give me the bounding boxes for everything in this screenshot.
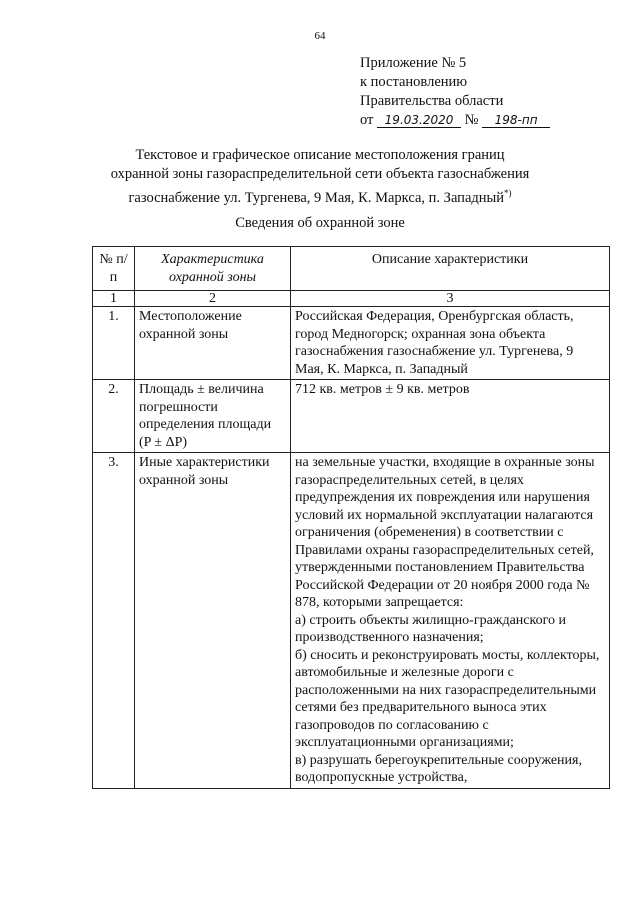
header-characteristic: Характеристика охранной зоны: [135, 247, 291, 291]
title-line: Текстовое и графическое описание местоположения границ: [135, 147, 505, 163]
row-description: Российская Федерация, Оренбургская область, город Медногорск; охранная зона объекта газоснабжения газоснабжение ул. Тургенева, 9 Мая, К. Маркса, п. Западный: [291, 307, 610, 380]
table-row: [93, 380, 610, 453]
table-header-row: [93, 247, 610, 291]
header-description: Описание характеристики: [291, 247, 610, 291]
row-description: [291, 453, 610, 789]
header-number: № п/п: [93, 247, 135, 291]
protection-zone-table: [92, 246, 610, 789]
number-label: №: [464, 112, 479, 128]
row-number: 1.: [93, 307, 135, 380]
handwritten-number: 198-пп: [482, 113, 550, 128]
title-line-text: газоснабжение ул. Тургенева, 9 Мая, К. Маркса, п. Западный: [128, 189, 505, 206]
index-cell: 1: [93, 291, 135, 307]
appendix-line: Правительства области: [360, 93, 504, 109]
appendix-date-line: [360, 111, 550, 130]
row-characteristic: Иные характеристики охранной зоны: [135, 453, 291, 789]
description-paragraph: на земельные участки, входящие в охранные зоны газораспределительных сетей, в целях предупреждения их повреждения или нарушения условий их нормальной эксплуатации налагаются ограничения (обременения) в соответствии с Правилами охраны газораспределительных сетей, утвержденными постановлением Правительства Российской Федерации от 20 ноября 2000 года № 878, которыми запрещается:: [295, 455, 595, 610]
footnote-mark: *): [504, 188, 512, 198]
row-characteristic: Местоположение охранной зоны: [135, 307, 291, 380]
row-number: 2.: [93, 380, 135, 453]
from-label: от: [360, 112, 374, 128]
table-row: [93, 453, 610, 789]
table-index-row: [93, 291, 610, 307]
restriction-item-c: в) разрушать берегоукрепительные сооружения, водопропускные устройства,: [295, 752, 582, 785]
index-cell: 3: [291, 291, 610, 307]
row-number: 3.: [93, 453, 135, 789]
restriction-item-a: а) строить объекты жилищно-гражданского и производственного назначения;: [295, 612, 566, 645]
restriction-item-b: б) сносить и реконструировать мосты, коллекторы, автомобильные и железные дороги с расположенными на них газораспределительными сетями без предварительного выноса этих газопроводов по согласованию с эксплуатационными организациями;: [295, 647, 600, 750]
title-line: охранной зоны газораспределительной сети объекта газоснабжения: [110, 166, 530, 182]
row-description: 712 кв. метров ± 9 кв. метров: [291, 380, 610, 453]
index-cell: 2: [135, 291, 291, 307]
appendix-line: к постановлению: [360, 74, 468, 90]
table-row: [93, 307, 610, 380]
document-title: [80, 146, 560, 208]
section-heading: Сведения об охранной зоне: [235, 215, 405, 231]
page-number: 64: [314, 30, 326, 42]
appendix-block: [360, 54, 550, 130]
handwritten-date: 19.03.2020: [377, 113, 461, 128]
title-line: [80, 184, 560, 208]
appendix-line: Приложение № 5: [360, 55, 467, 71]
row-characteristic: Площадь ± величина погрешности определения площади (P ± ΔP): [135, 380, 291, 453]
